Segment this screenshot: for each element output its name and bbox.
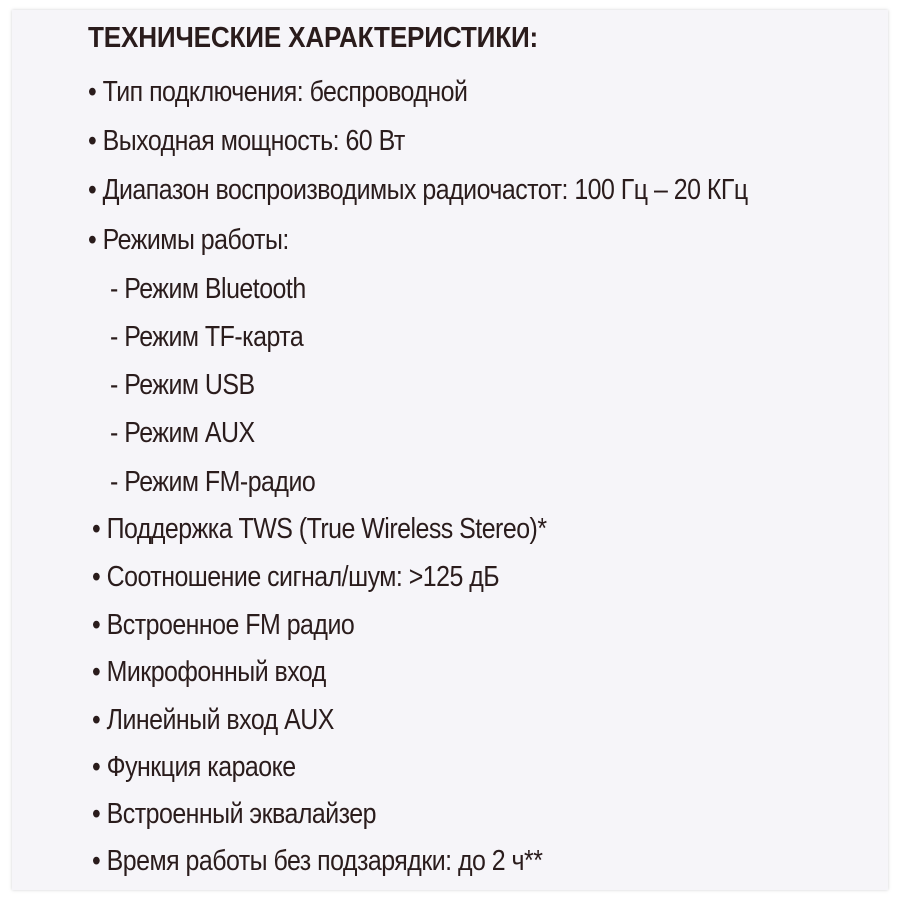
spec-mode-tf-card: - Режим TF-карта — [110, 321, 304, 353]
spec-tws-support: • Поддержка TWS (True Wireless Stereo)* — [92, 513, 547, 545]
spec-output-power: • Выходная мощность: 60 Вт — [88, 125, 405, 157]
spec-mode-aux: - Режим AUX — [110, 417, 255, 449]
spec-connection-type: • Тип подключения: беспроводной — [88, 76, 468, 108]
spec-mic-input: • Микрофонный вход — [92, 656, 326, 688]
spec-line-input: • Линейный вход AUX — [92, 704, 334, 736]
spec-modes-heading: • Режимы работы: — [88, 224, 289, 256]
page-title: ТЕХНИЧЕСКИЕ ХАРАКТЕРИСТИКИ: — [88, 22, 539, 54]
spec-equalizer: • Встроенный эквалайзер — [92, 798, 377, 830]
spec-mode-fm-radio: - Режим FM-радио — [110, 466, 316, 498]
spec-signal-noise: • Соотношение сигнал/шум: >125 дБ — [92, 561, 500, 593]
spec-fm-radio: • Встроенное FM радио — [92, 609, 355, 641]
spec-battery-life: • Время работы без подзарядки: до 2 ч** — [92, 845, 543, 877]
spec-mode-usb: - Режим USB — [110, 369, 255, 401]
spec-karaoke: • Функция караоке — [92, 751, 296, 783]
spec-frequency-range: • Диапазон воспроизводимых радиочастот: 100 Гц – 20 КГц — [88, 174, 748, 206]
spec-mode-bluetooth: - Режим Bluetooth — [110, 273, 306, 305]
